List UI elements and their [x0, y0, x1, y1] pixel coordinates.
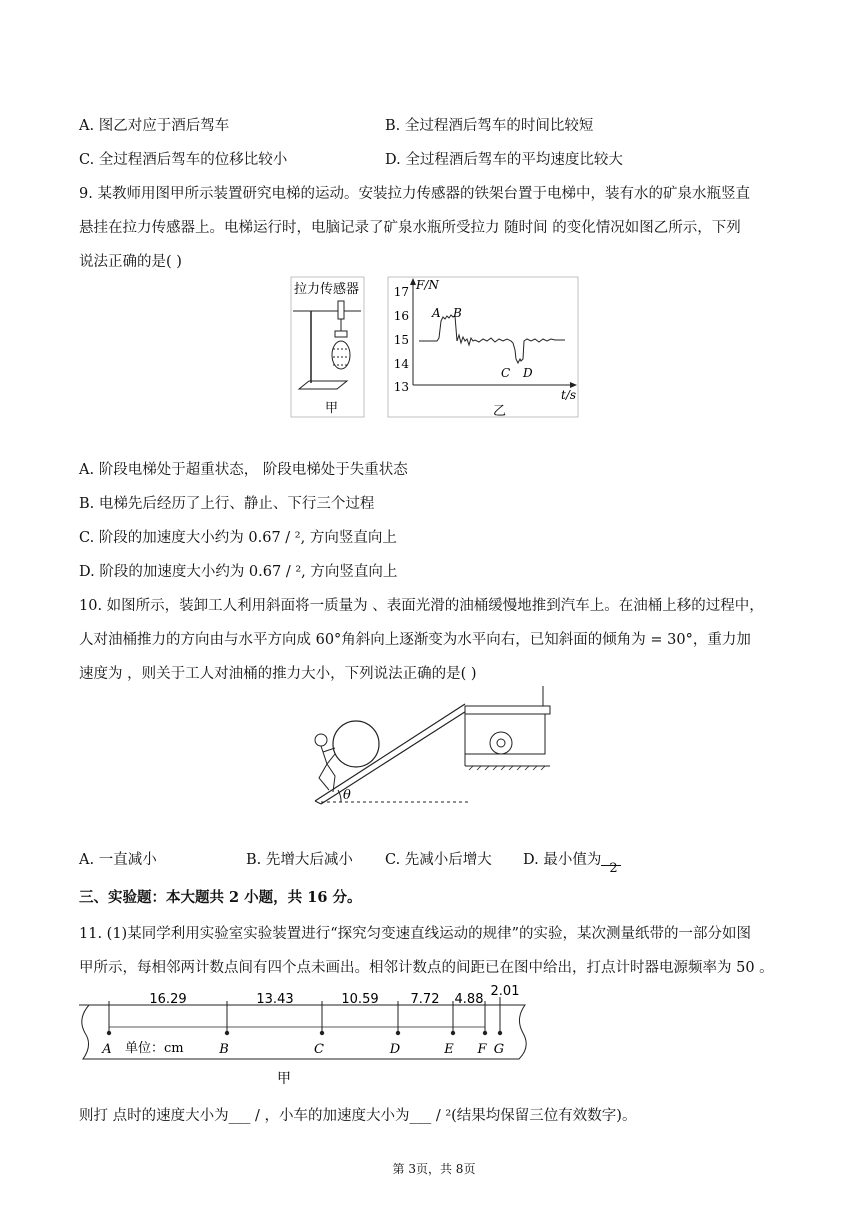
- q10-option-c: C. 先减小后增大: [385, 852, 492, 868]
- q11-point-g: G: [493, 1042, 505, 1057]
- page-footer: 第 3页，共 8页: [392, 1162, 476, 1176]
- q9-stem-line2: 悬挂在拉力传感器上。电梯运行时，电脑记录了矿泉水瓶所受拉力 随时间 的变化情况如图乙所示，下列: [79, 220, 741, 236]
- q11-answer-line: 则打 点时的速度大小为___ / ，小车的加速度大小为___ / ²(结果均保留三位有效数字)。: [79, 1108, 637, 1124]
- q9-sensor-label: 拉力传感器: [294, 282, 360, 297]
- q11-distance-ab: 16.29: [149, 992, 187, 1007]
- q10-option-a: A. 一直减小: [79, 852, 157, 868]
- q9-y-tick: 14: [393, 357, 409, 371]
- q9-point-label-d: D: [523, 366, 533, 380]
- q9-stem-line3: 说法正确的是( ): [79, 254, 182, 270]
- q11-tape-figure: [75, 983, 530, 1093]
- q11-distance-fg: 2.01: [490, 984, 520, 999]
- q11-point-d: D: [389, 1042, 401, 1057]
- q11-stem-line2: 甲所示，每相邻两计数点间有四个点未画出。相邻计数点的间距已在图中给出，打点计时器电源频率为 50 。: [79, 960, 774, 976]
- q9-option-c: C. 阶段的加速度大小约为 0.67 / ², 方向竖直向上: [79, 530, 397, 546]
- q10-stem-line2: 人对油桶推力的方向由与水平方向成 60°角斜向上逐渐变为水平向右，已知斜面的倾角为 = 30°，重力加: [79, 632, 751, 648]
- q8-option-d: D. 全过程酒后驾车的平均速度比较大: [385, 152, 623, 168]
- q11-point-f: F: [477, 1042, 487, 1057]
- q9-stem-line1: 9. 某教师用图甲所示装置研究电梯的运动。安装拉力传感器的铁架台置于电梯中，装有水的矿泉水瓶竖直: [79, 186, 750, 202]
- q10-stem-line1: 10. 如图所示，装卸工人利用斜面将一质量为 、表面光滑的油桶缓慢地推到汽车上。在油桶上移的过程中，: [79, 598, 764, 614]
- q9-caption-jia: 甲: [325, 401, 339, 416]
- q10-option-d-text: D. 最小值为: [523, 852, 602, 868]
- q9-point-label-c: C: [501, 366, 511, 380]
- q9-force-graph: [388, 277, 578, 419]
- q11-point-e: E: [444, 1042, 454, 1057]
- q10-option-b: B. 先增大后减小: [246, 852, 353, 868]
- q11-unit-label: 单位：cm: [125, 1041, 184, 1056]
- q11-distance-de: 7.72: [410, 992, 440, 1007]
- q8-option-a: A. 图乙对应于酒后驾车: [79, 118, 230, 134]
- section-heading: 三、实验题：本大题共 2 小题，共 16 分。: [79, 889, 362, 906]
- q10-option-d-denominator: 2: [609, 861, 618, 876]
- q9-figure: [285, 275, 585, 425]
- q9-y-tick: 16: [393, 309, 409, 323]
- q11-caption-jia: 甲: [277, 1071, 291, 1087]
- q9-caption-yi: 乙: [493, 404, 507, 419]
- q11-distance-ef: 4.88: [454, 992, 484, 1007]
- q9-point-label-a: A: [432, 306, 441, 320]
- q11-point-b: B: [219, 1042, 229, 1057]
- q9-x-axis-label: t/s: [561, 388, 577, 402]
- q9-y-tick: 15: [393, 333, 409, 347]
- q10-option-d: [523, 848, 630, 876]
- q11-point-c: C: [314, 1042, 324, 1057]
- q11-point-a: A: [102, 1042, 112, 1057]
- q10-incline-figure: [305, 686, 560, 811]
- q9-y-tick: 13: [393, 380, 409, 394]
- q9-option-d: D. 阶段的加速度大小约为 0.67 / ², 方向竖直向上: [79, 564, 398, 580]
- q11-distance-bc: 13.43: [256, 992, 294, 1007]
- q9-point-label-b: B: [453, 306, 462, 320]
- q10-theta-label: θ: [343, 788, 351, 803]
- q10-stem-line3: 速度为 ，则关于工人对油桶的推力大小，下列说法正确的是( ): [79, 666, 477, 682]
- q9-y-axis-label: F/N: [416, 278, 439, 292]
- q8-option-b: B. 全过程酒后驾车的时间比较短: [385, 118, 594, 134]
- q9-y-tick: 17: [393, 285, 409, 299]
- q11-distance-cd: 10.59: [341, 992, 379, 1007]
- q9-option-a: A. 阶段电梯处于超重状态， 阶段电梯处于失重状态: [79, 462, 408, 478]
- q9-apparatus: [291, 277, 364, 417]
- q8-option-c: C. 全过程酒后驾车的位移比较小: [79, 152, 288, 168]
- q11-stem-line1: 11. (1)某同学利用实验室实验装置进行“探究匀变速直线运动的规律”的实验，某次测量纸带的一部分如图: [79, 926, 752, 942]
- q9-option-b: B. 电梯先后经历了上行、静止、下行三个过程: [79, 496, 375, 512]
